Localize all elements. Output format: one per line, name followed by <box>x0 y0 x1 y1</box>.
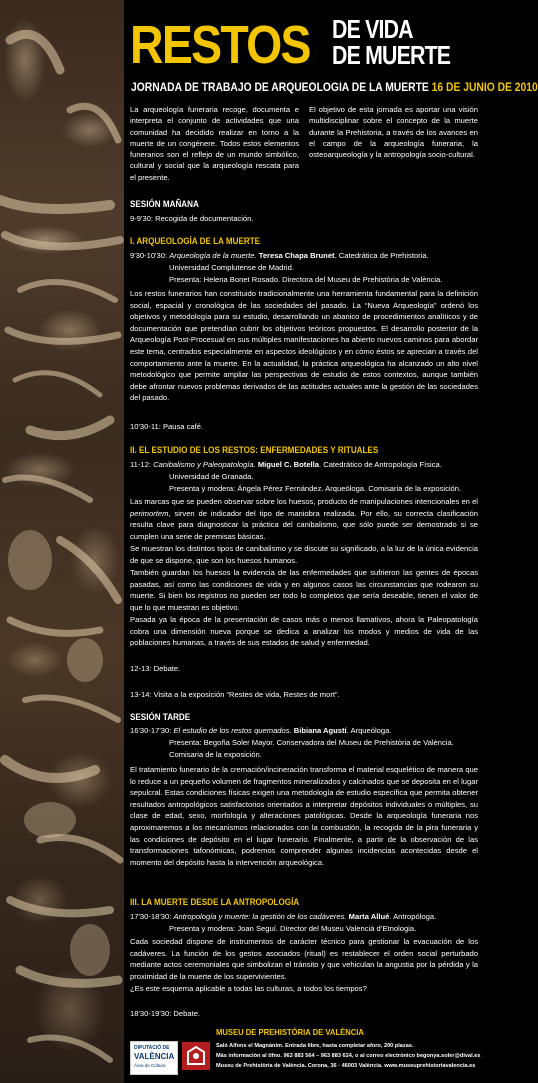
morning-session-heading: SESIÓN MAÑANA <box>130 199 199 209</box>
event-subtitle <box>131 80 538 94</box>
talk-1-presenter: Presenta: Helena Bonet Rosado. Directora del Museu de Prehistòria de València. <box>169 275 443 284</box>
footer-info-3: Museu de Prehistòria de València. Corona, 36 · 46003 València. www.museuprehistoriavalencia.es <box>216 1063 476 1069</box>
logo-line-2: VALÈNCIA <box>134 1052 175 1061</box>
museum-logo <box>182 1042 210 1070</box>
talk-3-time: 16'30-17'30: <box>130 726 172 735</box>
registration-item: 9-9'30: Recogida de documentación. <box>130 214 254 223</box>
section-2-heading: II. EL ESTUDIO DE LOS RESTOS: ENFERMEDADES Y RITUALES <box>130 445 379 455</box>
talk-2-abstract-d: Pasada ya la época de la presentación de casos más o menos llamativos, ahora la Paleopatología cobra una dimensión nueva porque se dedica a analizar los modos y medios de vida de las poblaciones humanas, a través de sus estados de salud y enfermedad. <box>130 615 478 648</box>
talk-2-university: Universidad de Granada. <box>169 472 254 481</box>
talk-4-speaker: Marta Allué <box>348 912 390 921</box>
title-restos: RESTOS <box>130 15 310 75</box>
logo-line-1: DIPUTACIÓ DE <box>134 1045 170 1051</box>
talk-3-affiliation: . Arqueóloga. <box>346 726 392 735</box>
talk-2-abstract-b: Se muestran los distintos tipos de canibalismo y se discute su significado, a la luz de la única evidencia de que se dispone, que son los huesos humanos. <box>130 544 478 565</box>
skeleton-photo <box>0 0 124 1083</box>
talk-3-speaker: Bibiana Agustí <box>293 726 347 735</box>
footer <box>124 1027 484 1083</box>
event-date: 16 DE JUNIO DE 2010 <box>431 80 538 94</box>
talk-4-time: 17'30-18'30: <box>130 912 172 921</box>
talk-4-presenter: Presenta y modera: Joan Seguí. Director del Museu Valencià d’Etnologia. <box>169 924 417 933</box>
talk-2-abstract-a2: , sirven de indicador del tipo de maniobra realizada. Por ello, su correcta clasificación resulta clave para diagnosticar la práctica del canibalismo, que sólo puede ser demostrado si se cumplen una serie de premisas básicas. <box>130 508 478 541</box>
talk-1-line <box>130 250 429 262</box>
footer-info-1: Saló Alfons el Magnànim. Entrada libre, hasta completar aforo, 200 plazas. <box>216 1043 414 1049</box>
talk-1-time: 9'30-10'30: <box>130 251 168 260</box>
talk-3-title: El estudio de los restos quemados. <box>173 726 292 735</box>
talk-4-question: ¿Es este esquema aplicable a todas las culturas, a todos los tiempos? <box>130 984 367 993</box>
talk-2-affiliation: . Catedrático de Antropología Física. <box>319 460 442 469</box>
talk-2-abstract-a1: Las marcas que se pueden observar sobre los huesos, producto de manipulaciones intencionales en el <box>130 497 478 506</box>
talk-4-affiliation: . Antropóloga. <box>389 912 437 921</box>
talk-4-title: Antropología y muerte: la gestión de los cadáveres. <box>173 912 347 921</box>
diputacio-logo <box>130 1041 178 1075</box>
title-de-vida: DE VIDA <box>332 14 413 44</box>
museum-emblem-icon <box>182 1042 210 1070</box>
section-1-heading: I. ARQUEOLOGÍA DE LA MUERTE <box>130 236 261 246</box>
talk-2-line <box>130 459 442 471</box>
event-subtitle-main: JORNADA DE TRABAJO DE ARQUEOLOGIA DE LA MUERTE <box>131 80 429 94</box>
exhibition-visit: 13-14: Visita a la exposición “Restes de vida, Restes de mort”. <box>130 690 340 699</box>
poster-content <box>124 0 538 1083</box>
talk-1-university: Universidad Complutense de Madrid. <box>169 263 294 272</box>
talk-3-line <box>130 725 391 737</box>
intro-right: El objetivo de esta jornada es aportar una visión multidisciplinar sobre el concepto de la muerte durante la Prehistoria, a través de los avances en el campo de la arqueología funeraria, la osteoarqueología y la antropología socio-cultural. <box>309 105 478 160</box>
talk-3-presenter: Presenta: Begoña Soler Mayor. Conservadora del Museu de Prehistòria de València. <box>169 738 454 747</box>
bones-illustration <box>0 0 124 1083</box>
talk-1-speaker: Teresa Chapa Brunet <box>258 251 335 260</box>
title-de-muerte: DE MUERTE <box>332 40 451 70</box>
talk-2-time: 11-12: <box>130 460 151 469</box>
coffee-break: 10'30-11: Pausa café. <box>130 422 204 431</box>
talk-2-title: Canibalismo y Paleopatología. <box>153 460 256 469</box>
morning-debate: 12-13: Debate. <box>130 664 181 673</box>
talk-4-abstract: Cada sociedad dispone de instrumentos de carácter técnico para gestionar la evacuación de los cadáveres. La función de los gestos asociados (ritual) es restablecer el orden social perturbado mediante actos ceremoniales que simbolizan el tránsito y que vehiculan la angustia por la pérdida y la proximidad de la muerte de los supervivientes. <box>130 937 478 981</box>
section-3-heading: III. LA MUERTE DESDE LA ANTROPOLOGÍA <box>130 897 300 907</box>
afternoon-debate: 18'30-19'30: Debate. <box>130 1009 201 1018</box>
intro-left: La arqueología funeraria recoge, documenta e interpreta el conjunto de actividades que una comunidad ha decidido realizar en torno a la muerte de un congénere. Todos estos elementos funerarios son el reflejo de un mundo simbólico, cultural y social que la arqueología rescata para el presente. <box>130 105 299 182</box>
talk-2-abstract-a <box>130 496 478 542</box>
logo-line-3: Àrea de Cultura <box>134 1063 166 1068</box>
afternoon-session-heading: SESIÓN TARDE <box>130 712 191 722</box>
footer-info-2: Más información al tlfno. 963 883 564 – 963 883 624, o al correo electrónico begonya.soler@dival.es <box>216 1053 481 1059</box>
talk-1-title: Arqueología de la muerte. <box>169 251 257 260</box>
talk-3-abstract: El tratamiento funerario de la cremación/incineración transforma el material esquelético de manera que lo reduce a un pequeño volumen de fragmentos mineralizados y calcinados que se deposita en el lugar sepulcral. Estas condiciones físicas exigen una metodología de estudio específica que permita obtener resultados antropológicos satisfactorios orientados a interpretar depósitos individuales o múltiples, su clase de edad, sexo, morfología y alteraciones patológicas. Desde la arqueología funeraria nos aproximaremos a los mecanismos relacionados con la combustión, la recogida de la pira funeraria y las condiciones de depósito en el lugar funerario. Finalmente, a partir de la observación de las transformaciones tafonómicas, podremos comprender algunas incidencias acontecidas desde el momento del depósito hasta la intervención arqueológica. <box>130 765 478 867</box>
talk-2-abstract-c: También guardan los huesos la evidencia de las enfermedades que sufrieron las gentes de épocas pasadas, así como las condiciones de vida y en algunos casos las circunstancias que rodearon su muerte. Si bien los registros no pueden ser todo lo completos que sería deseable, tienen el valor de que lo que muestran es objetivo. <box>130 568 478 612</box>
museum-name: MUSEU DE PREHISTÒRIA DE VALÈNCIA <box>216 1027 364 1037</box>
talk-1-abstract: Los restos funerarios han constituido tradicionalmente una herramienta fundamental para la definición social, espacial y cronológica de las sociedades del pasado. La “Nueva Arqueología” ordenó los objetivos y metodología para su estudio, desarrollando un abanico de procedimientos analíticos y de documentación que pretendían cubrir los objetivos teóricos propuestos. El desarrollo posterior de la Arqueología Post-Procesual en sus múltiples manifestaciones ha abierto nuevos caminos para abordar este tema, centrados especialmente en aspectos ideológicos y en cómo éstos se aprecian a través del comportamiento ante la muerte. En la actualidad, la práctica arqueológica ha alcanzado un alto nivel metodológico que permite ampliar las perspectivas de estudio de estos contextos, aunque también debe afrontar nuevos problemas derivados de las actitudes actuales ante la gestión de las sociedades del pasado. <box>130 289 478 403</box>
talk-2-speaker: Miguel C. Botella <box>257 460 319 469</box>
talk-2-abstract-em: perimortem <box>130 508 169 518</box>
talk-2-presenter: Presenta y modera: Ángela Pérez Fernández. Arqueóloga. Comisaria de la exposición. <box>169 484 462 493</box>
talk-1-affiliation: . Catedrática de Prehistoria. <box>334 251 429 260</box>
talk-3-presenter-role: Comisaria de la exposición. <box>169 750 262 759</box>
talk-4-line <box>130 911 436 923</box>
